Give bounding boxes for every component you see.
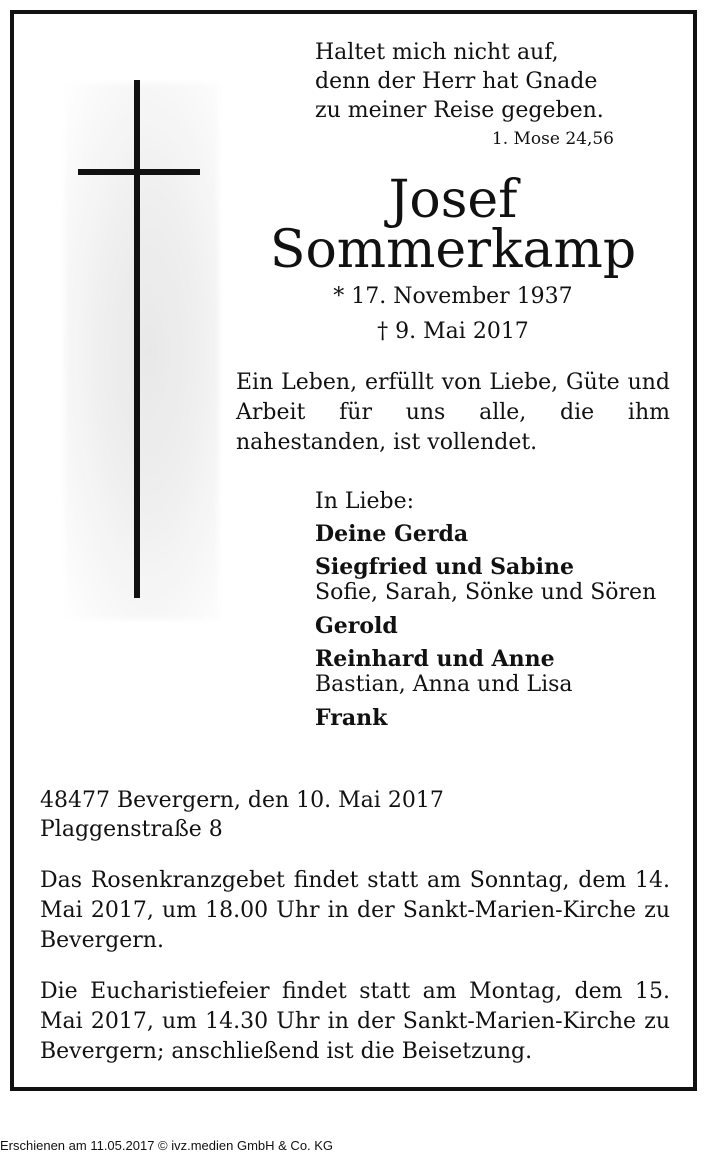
family-member: Reinhard und Anne	[315, 646, 555, 672]
family-intro: In Liebe:	[315, 489, 415, 514]
family-member: Siegfried und Sabine	[315, 554, 574, 580]
cross-shadow	[64, 82, 219, 620]
last-name: Sommerkamp	[269, 220, 637, 280]
family-grandchildren: Sofie, Sarah, Sönke und Sören	[315, 580, 657, 605]
family-member: Deine Gerda	[315, 521, 469, 547]
verse-line: zu meiner Reise gegeben.	[315, 98, 604, 123]
family-grandchildren: Bastian, Anna und Lisa	[315, 672, 573, 697]
cross-horizontal-bar	[78, 169, 200, 175]
family-list	[315, 485, 656, 735]
family-member: Gerold	[315, 613, 398, 639]
birth-date: * 17. November 1937	[333, 284, 573, 309]
death-date: † 9. Mai 2017	[377, 319, 529, 344]
verse-reference: 1. Mose 24,56	[491, 129, 614, 149]
publication-footer: Erschienen am 11.05.2017 © ivz.medien GmbH & Co. KG	[0, 1138, 334, 1153]
bible-verse	[315, 38, 604, 125]
cross-vertical-bar	[134, 80, 140, 598]
family-member: Frank	[315, 705, 388, 731]
street-address: Plaggenstraße 8	[40, 817, 223, 842]
first-name: Josef	[388, 170, 518, 230]
verse-line: denn der Herr hat Gnade	[315, 69, 598, 94]
tribute-text: Ein Leben, erfüllt von Liebe, Güte und Arbeit für uns alle, die ihm nahestanden, ist vollendet.	[236, 370, 670, 455]
rosary-notice: Das Rosenkranzgebet findet statt am Sonntag, dem 14. Mai 2017, um 18.00 Uhr in der Sankt-Marien-Kirche zu Bevergern.	[40, 868, 670, 953]
verse-line: Haltet mich nicht auf,	[315, 40, 559, 65]
address-block	[40, 786, 444, 844]
mass-notice: Die Eucharistiefeier findet statt am Montag, dem 15. Mai 2017, um 14.30 Uhr in der Sankt-Marien-Kirche zu Bevergern; anschließend ist die Beisetzung.	[40, 979, 670, 1064]
place-date: 48477 Bevergern, den 10. Mai 2017	[40, 788, 444, 813]
